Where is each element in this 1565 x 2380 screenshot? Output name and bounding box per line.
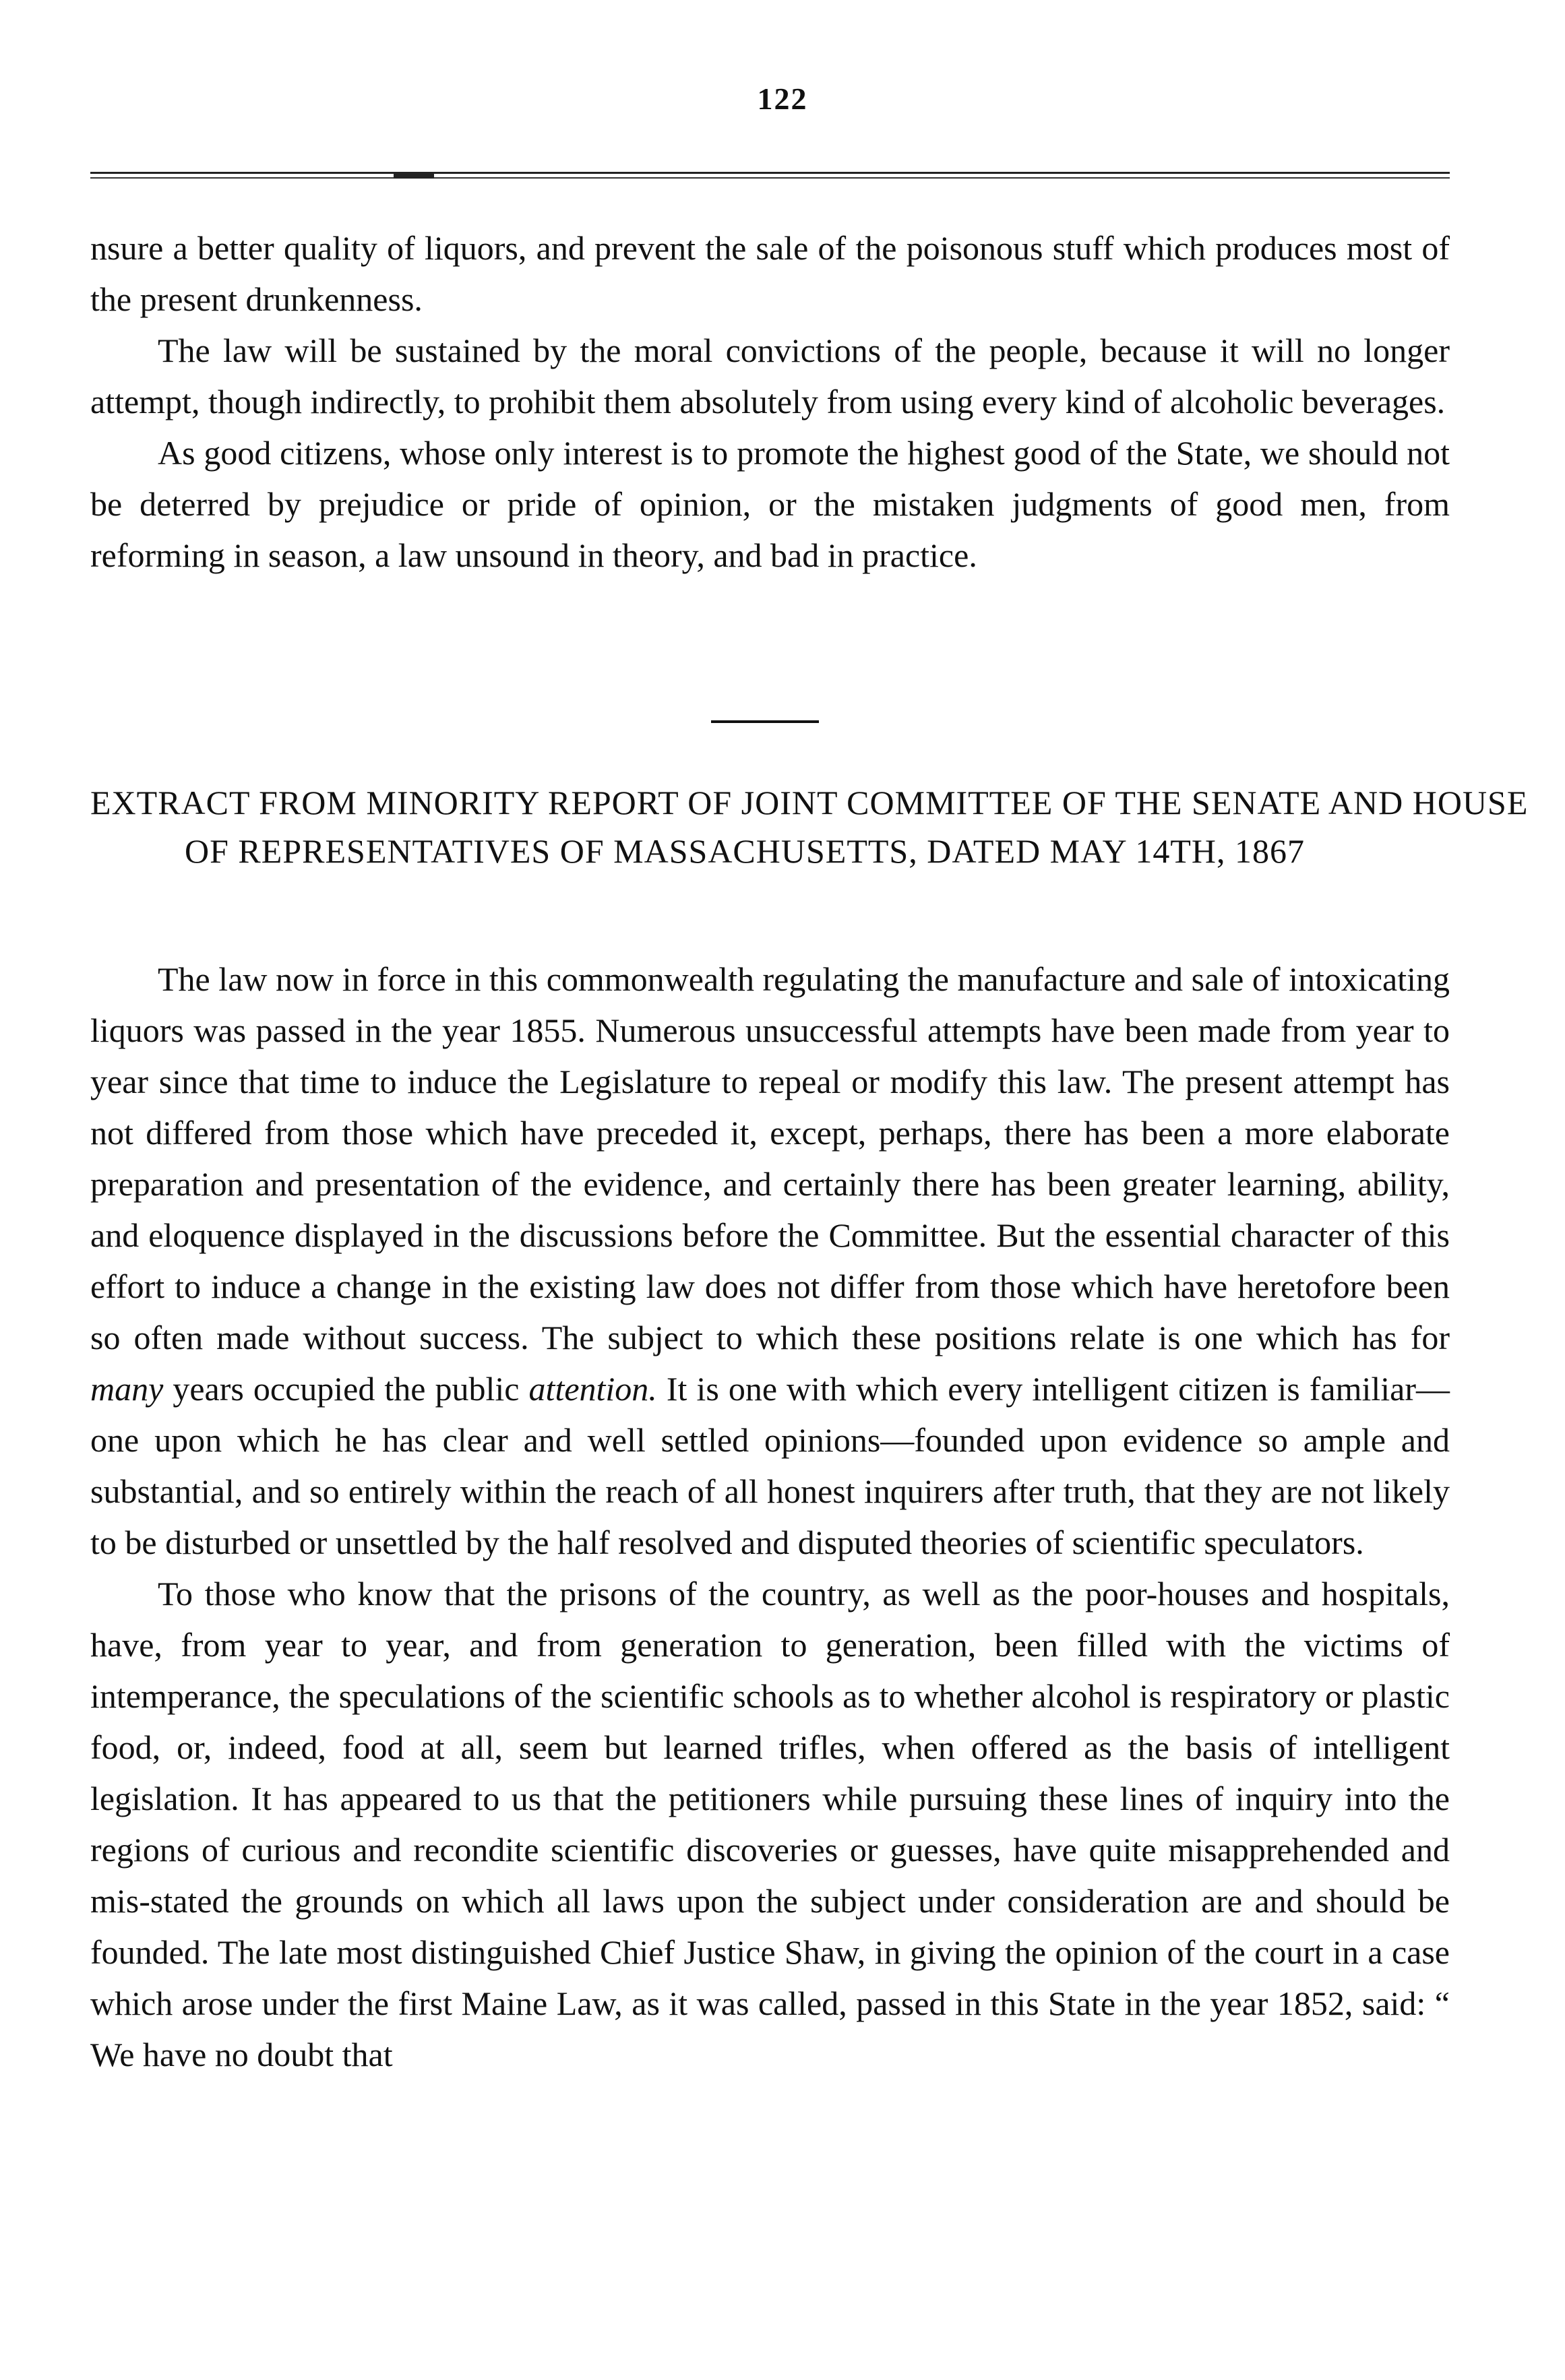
- section-divider: [711, 720, 819, 723]
- paragraph-good-citizens: As good citizens, whose only interest is to promote the highest good of the State, we should not be deterred by prejudice or pride of opinion, or the mistaken judgments of good men, from reforming in season, a law unsound in theory, and bad in practice.: [90, 434, 1450, 574]
- section-one: [90, 222, 1450, 581]
- header-rule: [90, 172, 1450, 180]
- paragraph-law-in-force: The law now in force in this commonwealth regulating the manufacture and sale of intoxicating liquors was passed in the year 1855. Numerous unsuccessful attempts have been made from year to year since that time to induce the Legislature to repeal or modify this law. The present attempt has not differed from those which have preceded it, except, perhaps, there has been a more elaborate preparation and presentation of the evidence, and certainly there has been greater learning, ability, and eloquence displayed in the discussions before the Committee. But the essential character of this effort to induce a change in the existing law does not differ from those which have heretofore been so often made without success. The subject to which these positions relate is one which has for many years occupied the public attention. It is one with which every intelligent citizen is familiar—one upon which he has clear and well settled opinions—founded upon evidence so ample and substantial, and so entirely within the reach of all honest inquirers after truth, that they are not likely to be disturbed or unsettled by the half resolved and disputed theories of scientific speculators.: [90, 960, 1450, 1561]
- paragraph-prisons: To those who know that the prisons of the country, as well as the poor-houses and hospitals, have, from year to year, and from generation to generation, been filled with the victims of intemperance, the speculations of the scientific schools as to whether alcohol is respiratory or plastic food, or, indeed, food at all, seem but learned trifles, when offered as the basis of intelligent legislation. It has appeared to us that the petitioners while pursuing these lines of inquiry into the regions of curious and recondite scientific discoveries or guesses, have quite misapprehended and mis-stated the grounds on which all laws upon the subject under consideration are and should be founded. The late most distinguished Chief Justice Shaw, in giving the opinion of the court in a case which arose under the first Maine Law, as it was called, passed in this State in the year 1852, said: “ We have no doubt that: [90, 1575, 1450, 2073]
- page-number: 122: [757, 82, 808, 116]
- paragraph-continued: nsure a better quality of liquors, and prevent the sale of the poisonous stuff which produces most of the present drunkenness.: [90, 229, 1450, 318]
- paragraph-law-sustained: The law will be sustained by the moral convictions of the people, because it will no longer attempt, though indirectly, to prohibit them absolutely from using every kind of alcoholic beverages.: [90, 332, 1450, 420]
- section-heading: EXTRACT FROM MINORITY REPORT OF JOINT COMMITTEE OF THE SENATE AND HOUSE OF REPRESENTATIVES OF MASSACHUSETTS, DATED MAY 14TH, 1867: [90, 784, 1529, 870]
- section-two: [90, 953, 1450, 2080]
